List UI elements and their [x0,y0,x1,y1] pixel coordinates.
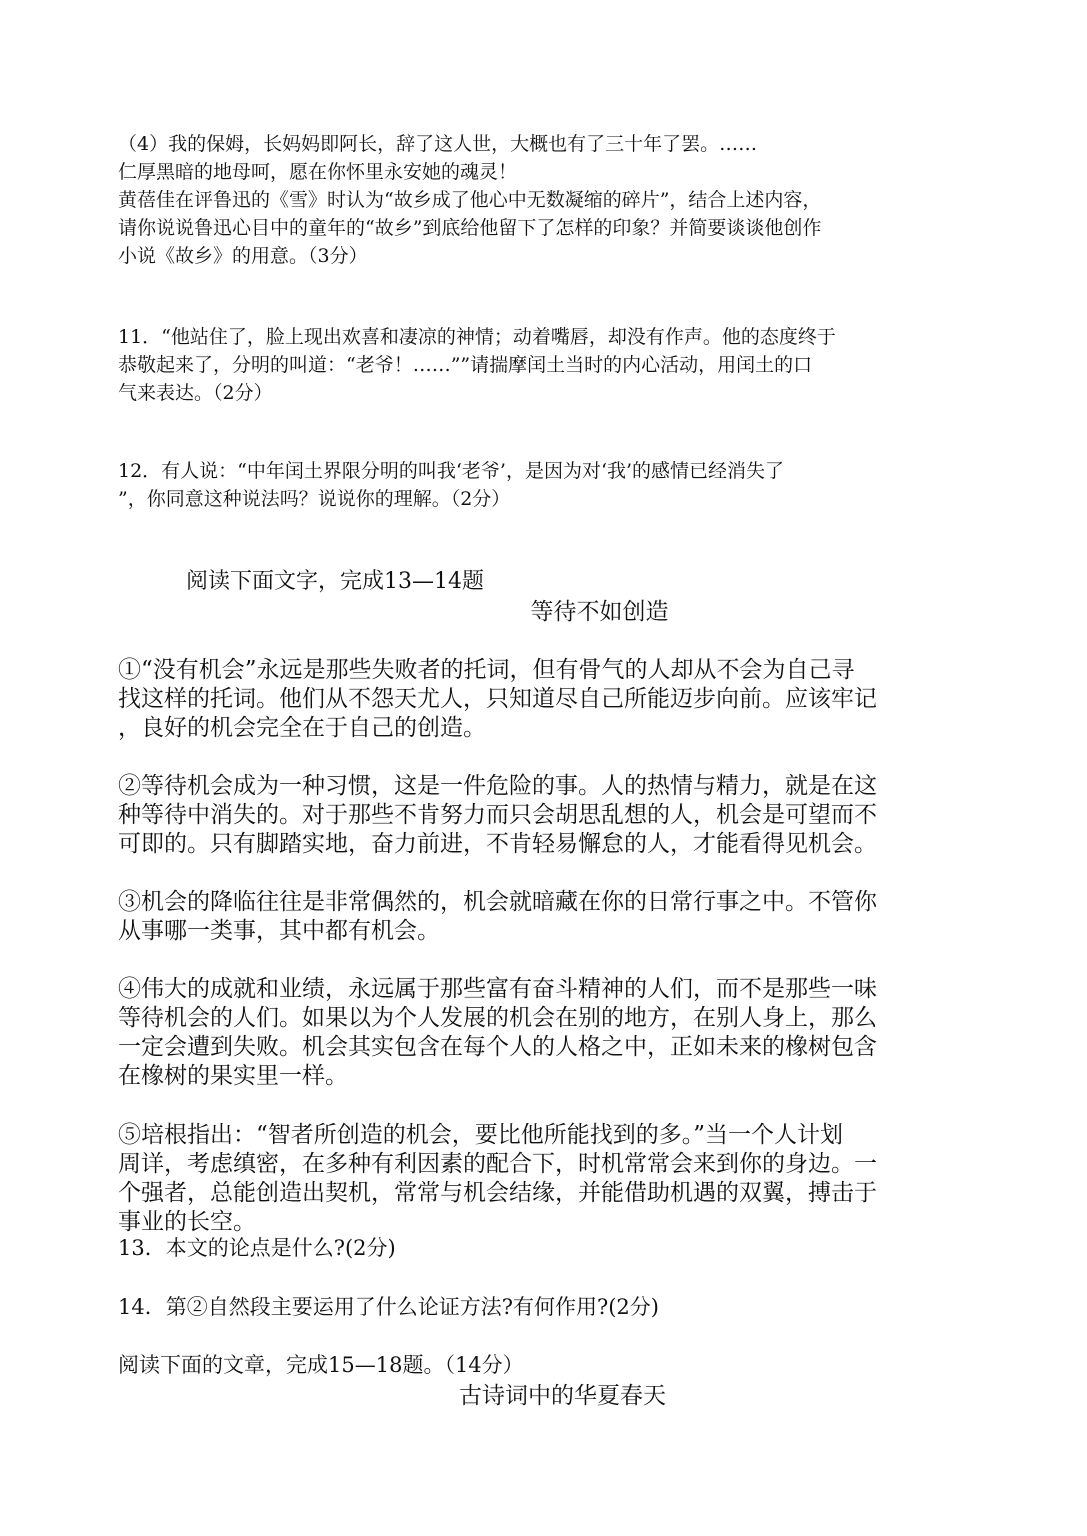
paragraph-line: ②等待机会成为一种习惯，这是一件危险的事。人的热情与精力，就是在这 [118,773,877,799]
text-line: 气来表达。（2分） [118,382,273,404]
text-line: 小说《故乡》的用意。（3分） [118,245,368,267]
text-line: 仁厚黑暗的地母呵，愿在你怀里永安她的魂灵！ [118,161,518,183]
text-line: 11．“他站住了，脸上现出欢喜和凄凉的神情；动着嘴唇，却没有作声。他的态度终于 [118,326,836,348]
paragraph-line: 事业的长空。 [118,1209,256,1235]
paragraph-line: 种等待中消失的。对于那些不肯努力而只会胡思乱想的人，机会是可望而不 [118,802,877,828]
passage-title: 古诗词中的华夏春天 [459,1383,666,1409]
text-line: ”，你同意这种说法吗？说说你的理解。（2分） [118,488,511,510]
paragraph-line: 周详，考虑缜密，在多种有利因素的配合下，时机常常会来到你的身边。一 [118,1151,877,1177]
paragraph-line: ⑤培根指出：“智者所创造的机会，要比他所能找到的多。”当一个人计划 [118,1122,844,1148]
text-line: 12．有人说：“中年闰土界限分明的叫我‘老爷’，是因为对‘我’的感情已经消失了 [118,460,785,482]
paragraph-line: 从事哪一类事，其中都有机会。 [118,918,440,944]
paragraph-line: 可即的。只有脚踏实地，奋力前进，不肯轻易懈怠的人，才能看得见机会。 [118,831,877,857]
paragraph-line: 一定会遭到失败。机会其实包含在每个人的人格之中，正如未来的橡树包含 [118,1034,877,1060]
question-14: 14．第②自然段主要运用了什么论证方法?有何作用?(2分) [118,1295,659,1319]
paragraph-line: 找这样的托词。他们从不怨天尤人，只知道尽自己所能迈步向前。应该牢记 [118,686,877,712]
text-line: 请你说说鲁迅心目中的童年的“故乡”到底给他留下了怎样的印象？并简要谈谈他创作 [118,217,822,239]
paragraph-line: 等待机会的人们。如果以为个人发展的机会在别的地方，在别人身上，那么 [118,1005,877,1031]
question-13: 13．本文的论点是什么?(2分) [118,1236,396,1260]
text-line: 恭敬起来了，分明的叫道：“老爷！……””请揣摩闰土当时的内心活动，用闰土的口 [118,354,813,376]
paragraph-line: 在橡树的果实里一样。 [118,1063,348,1089]
paragraph-line: ①“没有机会”永远是那些失败者的托词，但有骨气的人却从不会为自己寻 [118,657,855,683]
paragraph-line: ，良好的机会完全在于自己的创造。 [118,715,486,741]
paragraph-line: ④伟大的成就和业绩，永远属于那些富有奋斗精神的人们，而不是那些一味 [118,976,877,1002]
paragraph-line: ③机会的降临往往是非常偶然的，机会就暗藏在你的日常行事之中。不管你 [118,889,877,915]
passage-title: 等待不如创造 [530,599,669,625]
paragraph-line: 个强者，总能创造出契机，常常与机会结缘，并能借助机遇的双翼，搏击于 [118,1180,877,1206]
text-line: （4）我的保姆，长妈妈即阿长，辞了这人世，大概也有了三十年了罢。…… [118,133,758,155]
text-line: 黄蓓佳在评鲁迅的《雪》时认为“故乡成了他心中无数凝缩的碎片”，结合上述内容， [118,189,822,211]
reading-instruction: 阅读下面文字，完成13—14题 [186,569,484,594]
reading-instruction: 阅读下面的文章，完成15—18题。（14分） [118,1353,524,1377]
